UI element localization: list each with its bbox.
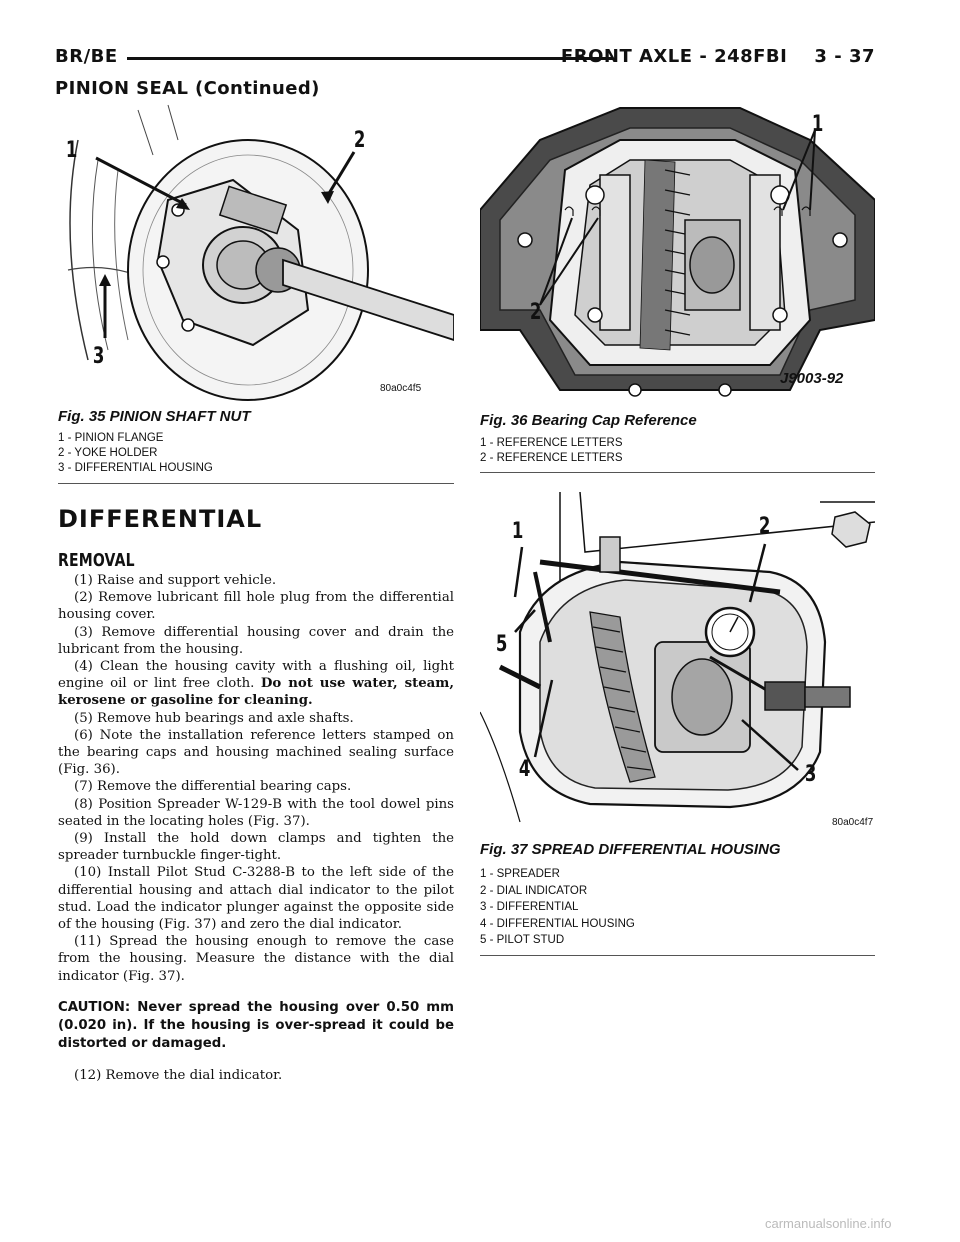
fig36-legend xyxy=(480,436,623,466)
fig36-image-code: J9003-92 xyxy=(780,370,844,387)
header-rule xyxy=(127,57,613,60)
step-11: (11) Spread the housing enough to remove the case from the housing. Measure the distance with the dial indicator (Fig. 37). xyxy=(58,934,454,984)
step-2: (2) Remove lubricant fill hole plug from the differential housing cover. xyxy=(58,590,454,623)
fig35-rule xyxy=(58,483,454,484)
fig37-callout-2: 2 xyxy=(758,514,771,539)
fig37-legend-item: 5 - PILOT STUD xyxy=(480,934,565,946)
step-8: (8) Position Spreader W-129-B with the tool dowel pins seated in the locating holes (Fig. 37). xyxy=(58,796,454,829)
step-4-text: (4) Clean the housing cavity with a flushing oil, light engine oil or lint free cloth. xyxy=(58,659,454,692)
fig35-legend-item: 3 - DIFFERENTIAL HOUSING xyxy=(58,462,213,474)
fig36-legend-item: 1 - REFERENCE LETTERS xyxy=(480,437,623,449)
fig37-legend-item: 2 - DIAL INDICATOR xyxy=(480,884,588,897)
fig37-legend xyxy=(480,866,635,949)
header-section-page: FRONT AXLE - 248FBI 3 - 37 xyxy=(560,46,875,67)
step-9: (9) Install the hold down clamps and tighten the spreader turnbuckle finger-tight. xyxy=(58,831,454,864)
fig37-legend-item: 3 - DIFFERENTIAL xyxy=(480,901,579,913)
fig35-caption: Fig. 35 PINION SHAFT NUT xyxy=(58,408,251,425)
step-7: (7) Remove the differential bearing caps. xyxy=(74,779,352,795)
fig35-legend-item: 2 - YOKE HOLDER xyxy=(58,447,158,459)
figure-35-illustration xyxy=(58,100,454,402)
subsection-title: REMOVAL xyxy=(58,550,135,571)
fig35-image-code: 80a0c4f5 xyxy=(380,383,422,394)
section-title: DIFFERENTIAL xyxy=(58,505,263,533)
continued-heading: PINION SEAL (Continued) xyxy=(55,78,320,99)
watermark: carmanualsonline.info xyxy=(765,1216,892,1231)
step-3: (3) Remove differential housing cover and drain the lubricant from the housing. xyxy=(58,624,454,657)
fig37-image-code: 80a0c4f7 xyxy=(832,817,874,828)
fig37-caption: Fig. 37 SPREAD DIFFERENTIAL HOUSING xyxy=(480,841,781,858)
step-6: (6) Note the installation reference letters stamped on the bearing caps and housing machined sealing surface (Fig. 36). xyxy=(58,727,454,778)
fig35-callout-2: 2 xyxy=(353,128,366,153)
removal-steps xyxy=(58,572,454,1084)
step-4 xyxy=(58,658,454,710)
fig37-legend-item: 4 - DIFFERENTIAL HOUSING xyxy=(480,917,635,930)
step-5: (5) Remove hub bearings and axle shafts. xyxy=(74,710,354,726)
fig37-rule xyxy=(480,955,875,956)
figure-36-illustration xyxy=(480,100,875,405)
fig35-legend xyxy=(58,431,213,476)
fig37-callout-5: 5 xyxy=(495,632,508,657)
figure-37-illustration xyxy=(480,492,875,832)
step-12: (12) Remove the dial indicator. xyxy=(74,1067,283,1083)
caution-note: CAUTION: Never spread the housing over 0.50 mm (0.020 in). If the housing is over-spread it could be distorted or damaged. xyxy=(58,999,454,1051)
step-1: (1) Raise and support vehicle. xyxy=(74,573,277,588)
fig37-callout-4: 4 xyxy=(518,757,531,782)
fig36-caption: Fig. 36 Bearing Cap Reference xyxy=(480,412,697,429)
fig36-callout-2: 2 xyxy=(529,300,542,325)
fig37-legend-item: 1 - SPREADER xyxy=(480,868,560,880)
step-10: (10) Install Pilot Stud C-3288-B to the left side of the differential housing and attach dial indicator to the pilot stud. Load the indicator plunger against the opposite side of the housing (Fig. 37) and zero the dial indicator. xyxy=(58,865,454,933)
fig36-callout-1: 1 xyxy=(811,112,824,137)
page-header xyxy=(55,46,875,70)
step-4-warning: Do not use water, steam, kerosene or gasoline for cleaning. xyxy=(58,676,454,709)
fig37-callout-3: 3 xyxy=(804,762,817,787)
fig36-rule xyxy=(480,472,875,473)
fig36-legend-item: 2 - REFERENCE LETTERS xyxy=(480,452,623,464)
fig37-callout-1: 1 xyxy=(511,519,524,544)
header-model: BR/BE xyxy=(55,46,118,67)
fig35-callout-1: 1 xyxy=(65,138,78,163)
fig35-legend-item: 1 - PINION FLANGE xyxy=(58,432,164,444)
fig35-callout-3: 3 xyxy=(92,344,105,369)
